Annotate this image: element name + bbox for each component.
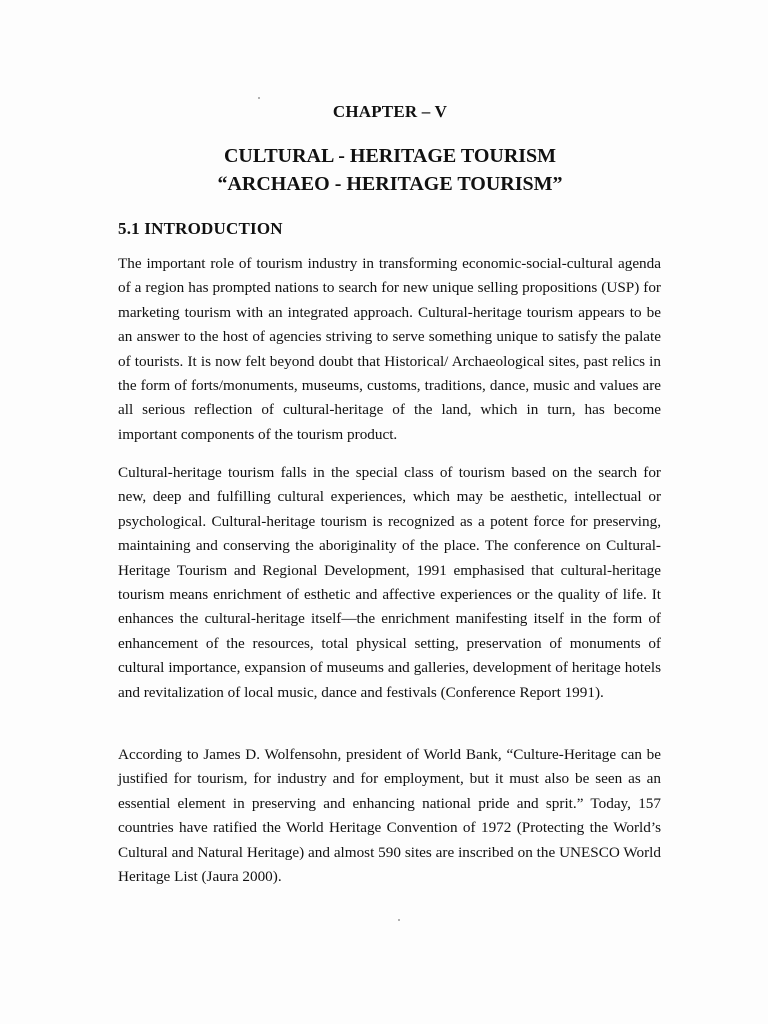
body-paragraph-2: Cultural-heritage tourism falls in the special class of tourism based on the search for new, deep and fulfilling cultural experiences, which may be aesthetic, intellectual or psychological. Cultural-heritage tourism is recognized as a potent force for preserving, maintaining and conserving the aboriginality of the place. The conference on Cultural-Heritage Tourism and Regional Development, 1991 emphasised that cultural-heritage tourism means enrichment of esthetic and affective experiences or the quality of life. It enhances the cultural-heritage itself—the enrichment manifesting itself in the form of enhancement of the resources, total physical setting, preservation of monuments of cultural importance, expansion of museums and galleries, development of heritage hotels and revitalization of local music, dance and festivals (Conference Report 1991). <box>118 464 661 701</box>
chapter-title-line-2: “ARCHAEO - HERITAGE TOURISM” <box>217 173 563 195</box>
scan-speck <box>258 97 260 99</box>
scan-speck <box>398 919 400 921</box>
section-heading: 5.1 INTRODUCTION <box>118 219 283 238</box>
body-paragraph-3: According to James D. Wolfensohn, president of World Bank, “Culture-Heritage can be justified for tourism, for industry and for employment, but it must also be seen as an essential element in preserving and enhancing national pride and sprit.” Today, 157 countries have ratified the World Heritage Convention of 1972 (Protecting the World’s Cultural and Natural Heritage) and almost 590 sites are inscribed on the UNESCO World Heritage List (Jaura 2000). <box>118 746 661 886</box>
body-paragraph-1: The important role of tourism industry in transforming economic-social-cultural agenda of a region has prompted nations to search for new unique selling propositions (USP) for marketing tourism with an integrated approach. Cultural-heritage tourism appears to be an answer to the host of agencies striving to serve something unique to satisfy the palate of tourists. It is now felt beyond doubt that Historical/ Archaeological sites, past relics in the form of forts/monuments, museums, customs, traditions, dance, music and values are all serious reflection of cultural-heritage of the land, which in turn, has become important components of the tourism product. <box>118 255 661 443</box>
chapter-title <box>0 142 768 198</box>
chapter-title-line-1: CULTURAL - HERITAGE TOURISM <box>223 145 557 167</box>
chapter-label: CHAPTER – V <box>332 102 448 121</box>
